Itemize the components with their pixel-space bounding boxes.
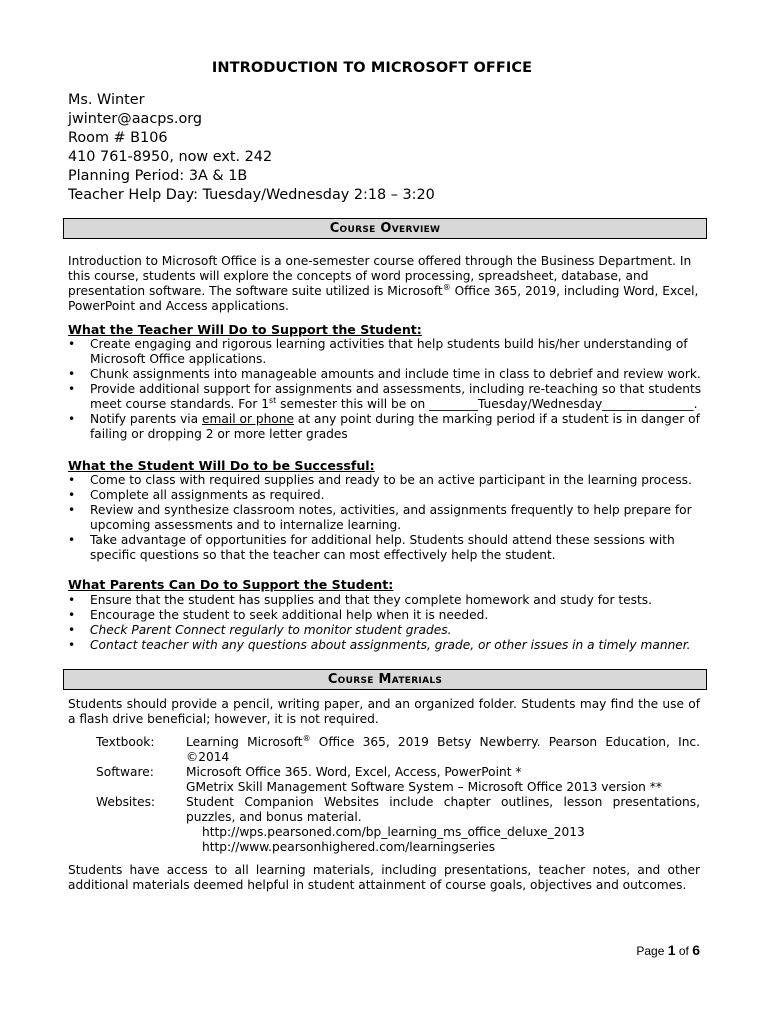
materials-closing: Students have access to all learning materials, including presentations, teacher notes, and other additional materials deemed helpful in student attainment of course goals, objectives and outcomes. <box>68 863 700 892</box>
list-item: • Ensure that the student has supplies and that they complete homework and study for tests. <box>68 593 653 607</box>
email-or-phone-link: email or phone <box>202 412 294 426</box>
parents-support-list <box>68 593 722 653</box>
page-number: Page 1 of 6 <box>636 942 700 958</box>
textbook-label: Textbook: <box>96 735 155 749</box>
teacher-email[interactable]: jwinter@aacps.org <box>68 111 203 127</box>
materials-table <box>96 735 700 855</box>
list-item: • Complete all assignments as required. <box>68 488 325 502</box>
parents-support-heading: What Parents Can Do to Support the Student: <box>68 577 394 592</box>
teacher-support-list <box>68 337 722 442</box>
list-item: • Provide additional support for assignments and assessments, including re-teaching so that students meet course standards. For 1st semester this will be on ________Tuesday/Wednesday_______________. <box>68 382 702 411</box>
url-link[interactable]: http://www.pearsonhighered.com/learningseries <box>202 840 496 854</box>
teacher-name: Ms. Winter <box>68 92 145 108</box>
list-item: • Check Parent Connect regularly to monitor student grades. <box>68 623 452 637</box>
list-item: • Create engaging and rigorous learning activities that help students build his/her understanding of Microsoft Office applications. <box>68 337 688 366</box>
list-item: • Come to class with required supplies and ready to be an active participant in the learning process. <box>68 473 692 487</box>
textbook-value: Learning Microsoft® Office 365, 2019 Betsy Newberry. Pearson Education, Inc. ©2014 <box>186 733 700 764</box>
phone-number: 410 761-8950, now ext. 242 <box>68 149 273 165</box>
software-row <box>96 765 700 795</box>
document-title: INTRODUCTION TO MICROSOFT OFFICE <box>211 60 533 76</box>
list-item: • Review and synthesize classroom notes, activities, and assignments frequently to help prepare for upcoming assessments and to internalize learning. <box>68 503 692 532</box>
list-item: • Notify parents via email or phone at any point during the marking period if a student is in danger of failing or dropping 2 or more letter grades <box>68 412 700 441</box>
url-link[interactable]: http://wps.pearsoned.com/bp_learning_ms_office_deluxe_2013 <box>202 825 585 839</box>
textbook-row <box>96 735 700 765</box>
websites-label: Websites: <box>96 795 156 809</box>
materials-intro: Students should provide a pencil, writing paper, and an organized folder. Students may find the use of a flash drive beneficial; however, it is not required. <box>68 697 700 726</box>
student-success-list <box>68 473 722 563</box>
websites-value: Student Companion Websites include chapter outlines, lesson presentations, puzzles, and bonus material. http://wps.pearsoned.com/bp_learning_ms_office_deluxe_2013 http://www.pearsonhighered.com/learningseries <box>186 795 700 854</box>
course-overview-heading: Course Overview <box>63 218 707 239</box>
software-label: Software: <box>96 765 154 779</box>
software-value: Microsoft Office 365. Word, Excel, Access, PowerPoint * GMetrix Skill Management Software System – Microsoft Office 2013 version ** <box>186 765 662 794</box>
student-success-heading: What the Student Will Do to be Successful: <box>68 458 375 473</box>
teacher-help-day: Teacher Help Day: Tuesday/Wednesday 2:18 – 3:20 <box>68 187 435 203</box>
list-item: • Take advantage of opportunities for additional help. Students should attend these sessions with specific questions so that the teacher can most effectively help the student. <box>68 533 675 562</box>
room-number: Room # B106 <box>68 130 168 146</box>
overview-intro: Introduction to Microsoft Office is a one-semester course offered through the Business Department. In this course, students will explore the concepts of word processing, spreadsheet, database, and presentation software. The software suite utilized is Microsoft® Office 365, 2019, including Word, Excel, PowerPoint and Access applications. <box>68 254 699 313</box>
course-materials-heading: Course Materials <box>63 669 707 690</box>
websites-row <box>96 795 700 855</box>
list-item: • Encourage the student to seek additional help when it is needed. <box>68 608 489 622</box>
teacher-contact-block <box>68 91 435 205</box>
list-item: • Contact teacher with any questions about assignments, grade, or other issues in a timely manner. <box>68 638 691 652</box>
teacher-support-heading: What the Teacher Will Do to Support the Student: <box>68 322 422 337</box>
list-item: • Chunk assignments into manageable amounts and include time in class to debrief and review work. <box>68 367 701 381</box>
planning-period: Planning Period: 3A & 1B <box>68 168 248 184</box>
